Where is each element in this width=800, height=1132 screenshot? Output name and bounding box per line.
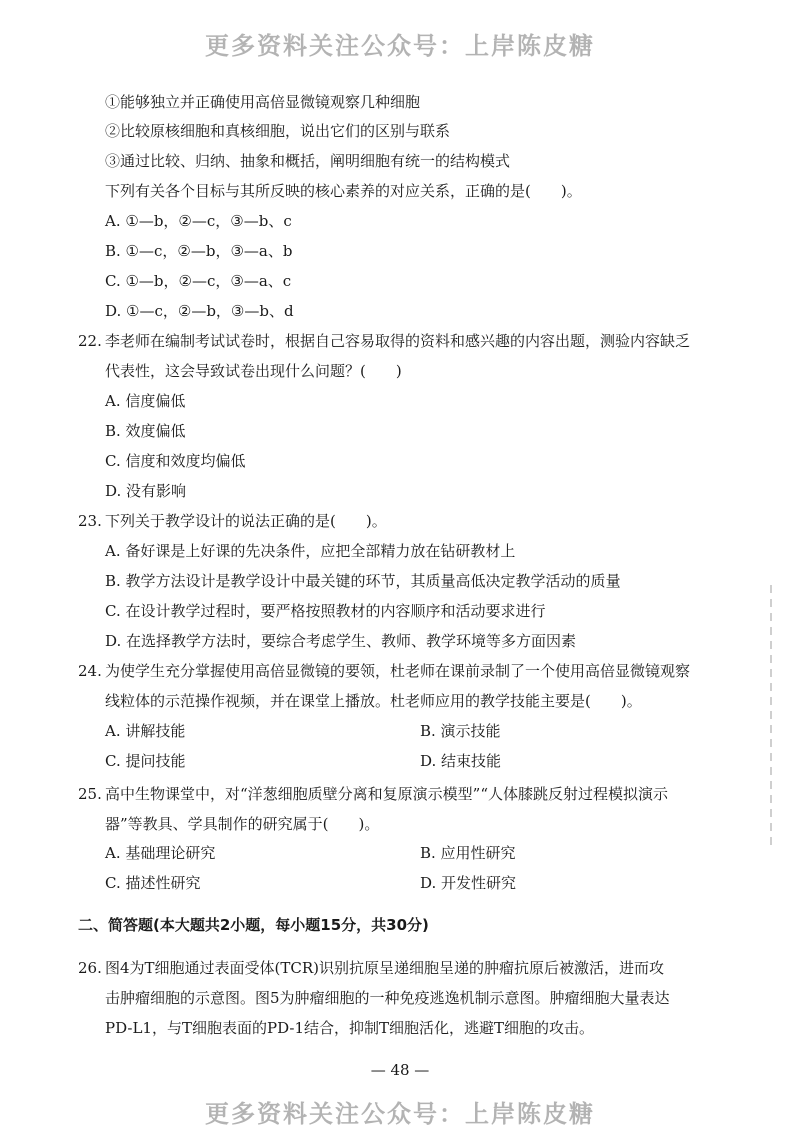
q26-stem-line3: PD-L1，与T细胞表面的PD-1结合，抑制T细胞活化，逃避T细胞的攻击。 — [105, 1019, 594, 1037]
q25-option-d: D. 开发性研究 — [420, 874, 517, 892]
scan-binding-marks — [770, 585, 772, 845]
q23-number: 23. — [78, 512, 102, 530]
q26-stem-line1: 图4为T细胞通过表面受体(TCR)识别抗原呈递细胞呈递的肿瘤抗原后被激活，进而攻 — [105, 959, 665, 977]
q21-item-3: ③通过比较、归纳、抽象和概括，阐明细胞有统一的结构模式 — [105, 152, 511, 170]
q26-stem-line2: 击肿瘤细胞的示意图。图5为肿瘤细胞的一种免疫逃逸机制示意图。肿瘤细胞大量表达 — [105, 989, 670, 1007]
page-number: — 48 — — [370, 1061, 430, 1079]
q25-stem-line1: 高中生物课堂中，对“洋葱细胞质壁分离和复原演示模型”“人体膝跳反射过程模拟演示 — [105, 785, 669, 803]
q25-number: 25. — [78, 785, 102, 803]
q21-item-1: ①能够独立并正确使用高倍显微镜观察几种细胞 — [105, 93, 421, 111]
q22-number: 22. — [78, 332, 102, 350]
q21-option-b: B. ①—c，②—b，③—a、b — [105, 242, 293, 260]
watermark-bottom: 更多资料关注公众号：上岸陈皮糖 — [205, 1100, 595, 1128]
q22-stem-line2: 代表性，这会导致试卷出现什么问题？( ) — [105, 362, 402, 380]
q21-item-2: ②比较原核细胞和真核细胞，说出它们的区别与联系 — [105, 122, 451, 140]
q22-option-a: A. 信度偏低 — [105, 392, 186, 410]
q24-option-b: B. 演示技能 — [420, 722, 501, 740]
q24-option-d: D. 结束技能 — [420, 752, 502, 770]
q25-stem-line2: 器”等教具、学具制作的研究属于( )。 — [105, 815, 380, 833]
q26-number: 26. — [78, 959, 102, 977]
q23-option-b: B. 教学方法设计是教学设计中最关键的环节，其质量高低决定教学活动的质量 — [105, 572, 621, 590]
q22-stem-line1: 李老师在编制考试试卷时，根据自己容易取得的资料和感兴趣的内容出题，测验内容缺乏 — [105, 332, 691, 350]
q24-option-a: A. 讲解技能 — [105, 722, 186, 740]
watermark-top: 更多资料关注公众号：上岸陈皮糖 — [205, 32, 595, 60]
q24-stem-line1: 为使学生充分掌握使用高倍显微镜的要领，杜老师在课前录制了一个使用高倍显微镜观察 — [105, 662, 691, 680]
q23-stem: 下列关于教学设计的说法正确的是( )。 — [105, 512, 387, 530]
q21-option-d: D. ①—c，②—b，③—b、d — [105, 302, 294, 320]
q23-option-c: C. 在设计教学过程时，要严格按照教材的内容顺序和活动要求进行 — [105, 602, 546, 620]
q22-option-d: D. 没有影响 — [105, 482, 187, 500]
q21-option-c: C. ①—b，②—c，③—a、c — [105, 272, 292, 290]
q21-option-a: A. ①—b，②—c，③—b、c — [105, 212, 292, 230]
q25-option-c: C. 描述性研究 — [105, 874, 201, 892]
q24-number: 24. — [78, 662, 102, 680]
q22-option-b: B. 效度偏低 — [105, 422, 186, 440]
q25-option-b: B. 应用性研究 — [420, 844, 516, 862]
q24-stem-line2: 线粒体的示范操作视频，并在课堂上播放。杜老师应用的教学技能主要是( )。 — [105, 692, 642, 710]
q21-prompt: 下列有关各个目标与其所反映的核心素养的对应关系，正确的是( )。 — [105, 182, 582, 200]
q23-option-d: D. 在选择教学方法时，要综合考虑学生、教师、教学环境等多方面因素 — [105, 632, 577, 650]
section-heading: 二、简答题(本大题共2小题，每小题15分，共30分) — [78, 916, 429, 934]
q25-option-a: A. 基础理论研究 — [105, 844, 216, 862]
q23-option-a: A. 备好课是上好课的先决条件，应把全部精力放在钻研教材上 — [105, 542, 516, 560]
q22-option-c: C. 信度和效度均偏低 — [105, 452, 246, 470]
q24-option-c: C. 提问技能 — [105, 752, 186, 770]
